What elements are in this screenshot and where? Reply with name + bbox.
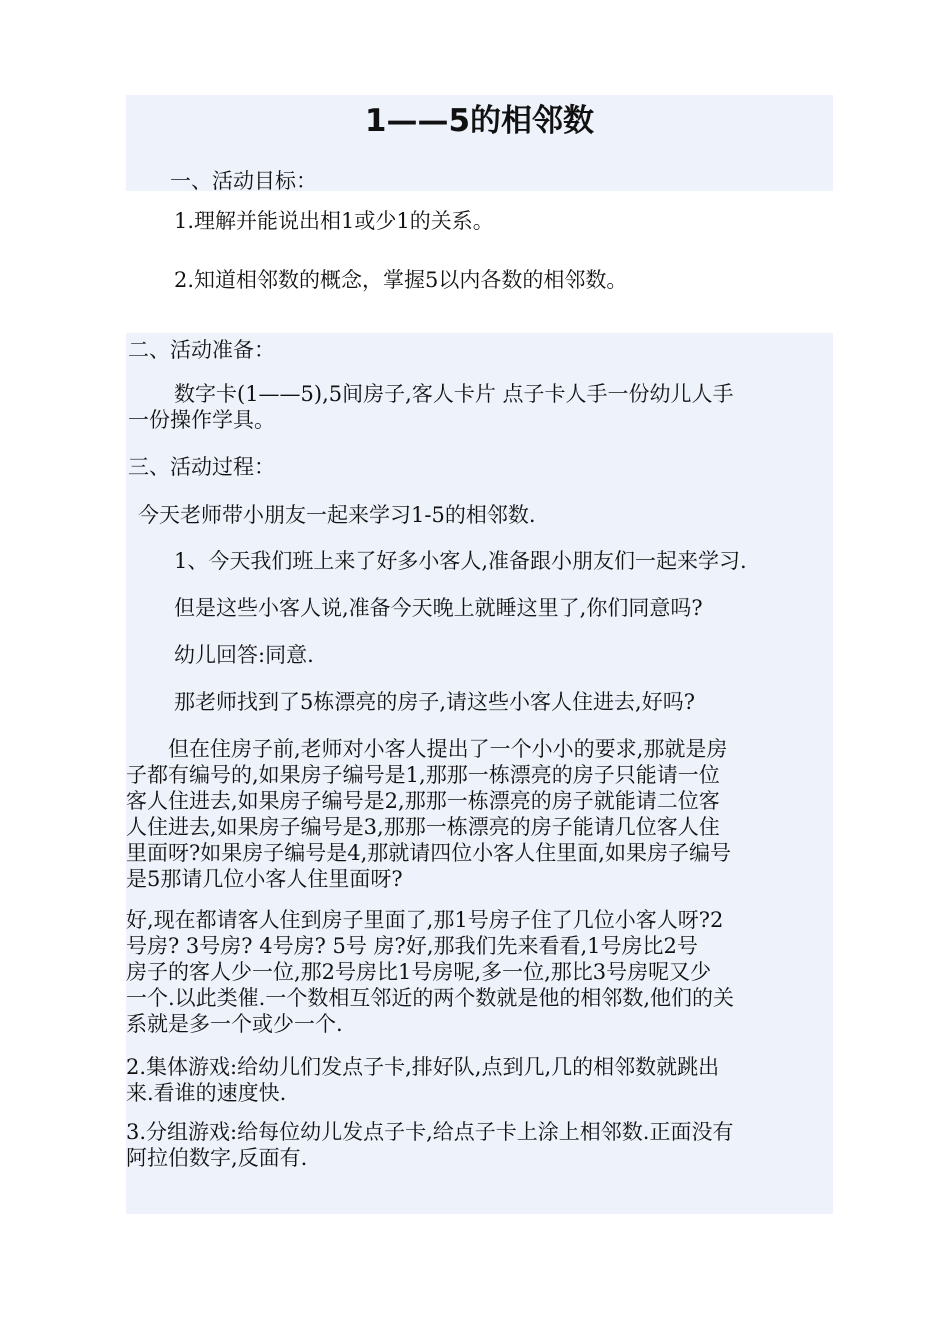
process-intro: 今天老师带小朋友一起来学习1-5的相邻数. [138,503,536,527]
text-line: 一个.以此类催.一个数相互邻近的两个数就是他的相邻数,他们的关 [126,986,735,1010]
text-line: 是5那请几位小客人住里面呀? [126,867,403,891]
goal-item-2: 2.知道相邻数的概念，掌握5以内各数的相邻数。 [174,268,628,292]
section-heading-goals: 一、活动目标： [170,169,317,193]
text-line: 好,现在都请客人住到房子里面了,那1号房子住了几位小客人呀?2 [126,908,724,932]
text-line: 系就是多一个或少一个. [126,1012,343,1036]
section-heading-process: 三、活动过程： [128,455,275,479]
text-line: 2.集体游戏:给幼儿们发点子卡,排好队,点到几,几的相邻数就跳出 [126,1055,720,1079]
text-line: 来.看谁的速度快. [126,1081,287,1105]
text-line: 子都有编号的,如果房子编号是1,那那一栋漂亮的房子只能请一位 [126,763,720,787]
process-paragraph-3: 幼儿回答:同意. [174,643,314,667]
text-line: 客人住进去,如果房子编号是2,那那一栋漂亮的房子就能请二位客 [126,789,720,813]
process-paragraph-8 [126,1119,833,1171]
process-paragraph-1: 1、今天我们班上来了好多小客人,准备跟小朋友们一起来学习. [174,549,747,573]
document-title: 1——5的相邻数 [364,103,595,139]
section-heading-preparation: 二、活动准备： [128,338,275,362]
process-paragraph-7 [126,1054,833,1106]
preparation-line-1: 数字卡(1——5),5间房子,客人卡片 点子卡人手一份幼儿人手 [174,382,734,406]
text-line: 房子的客人少一位,那2号房比1号房呢,多一位,那比3号房呢又少 [126,960,712,984]
process-paragraph-6 [126,907,833,1037]
goal-item-1: 1.理解并能说出相1或少1的关系。 [174,209,494,233]
text-line: 人住进去,如果房子编号是3,那那一栋漂亮的房子能请几位客人住 [126,815,720,839]
text-line: 号房? 3号房? 4号房? 5号 房?好,那我们先来看看,1号房比2号 [126,934,698,958]
process-paragraph-5 [126,736,833,892]
process-paragraph-2: 但是这些小客人说,准备今天晚上就睡这里了,你们同意吗? [174,596,703,620]
text-line: 里面呀?如果房子编号是4,那就请四位小客人住里面,如果房子编号 [126,841,731,865]
text-line: 但在住房子前,老师对小客人提出了一个小小的要求,那就是房 [126,737,728,761]
text-line: 3.分组游戏:给每位幼儿发点子卡,给点子卡上涂上相邻数.正面没有 [126,1120,734,1144]
text-line: 阿拉伯数字,反面有. [126,1146,308,1170]
preparation-line-2: 一份操作学具。 [128,408,275,432]
process-paragraph-4: 那老师找到了5栋漂亮的房子,请这些小客人住进去,好吗? [174,690,695,714]
